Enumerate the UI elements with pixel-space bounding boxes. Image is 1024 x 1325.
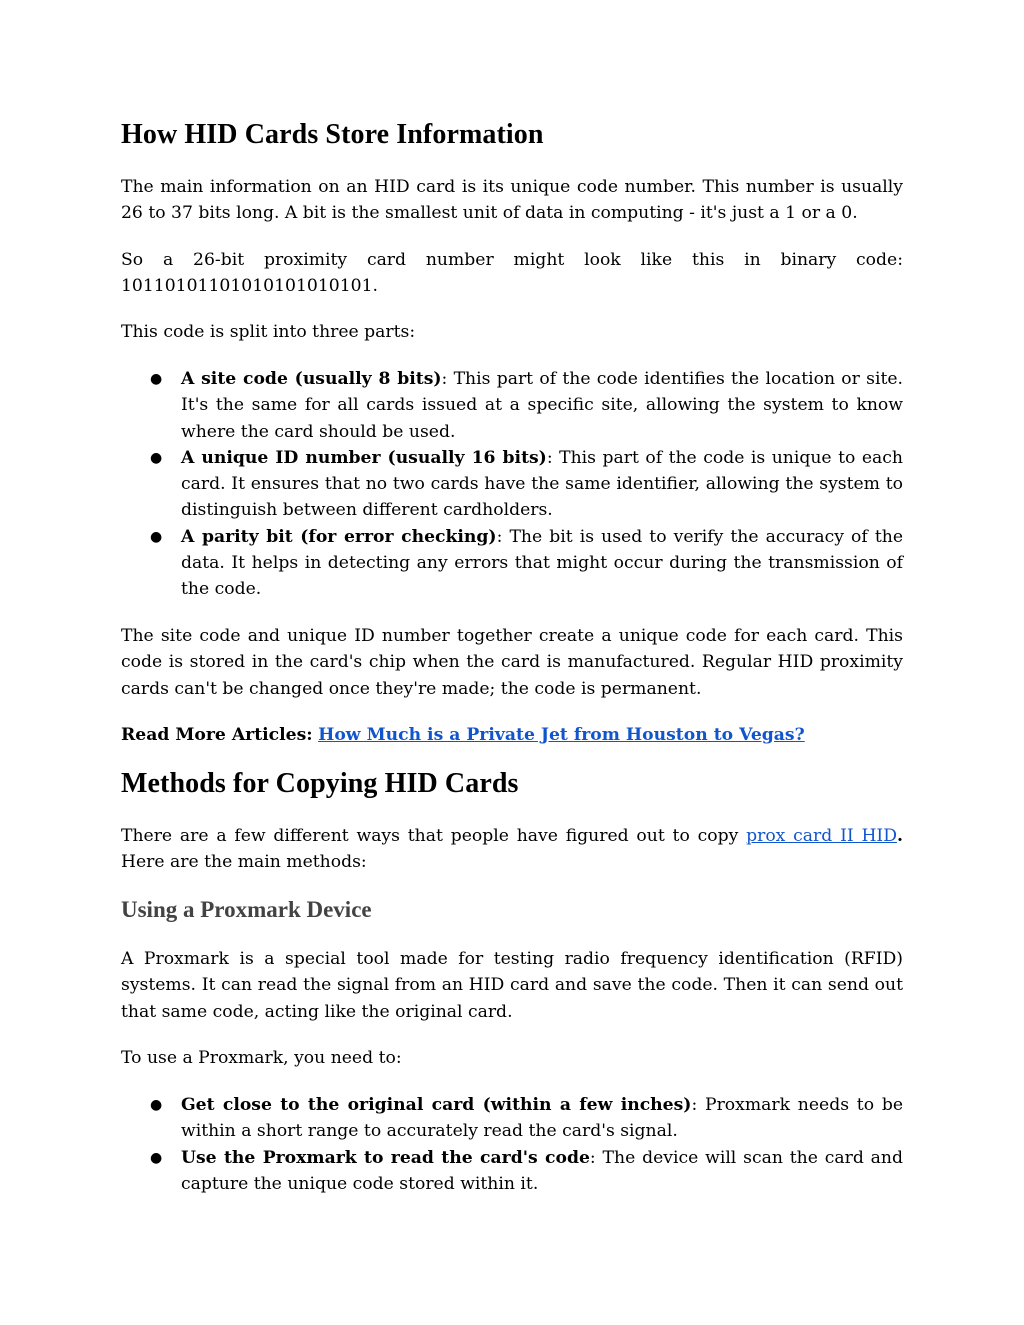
- paragraph-copy-methods-line1: [121, 823, 903, 849]
- paragraph-code-split: This code is split into three parts:: [121, 322, 416, 342]
- read-more-label: Read More Articles:: [121, 725, 313, 745]
- list-item-text: : This part of the code is unique to each card. It ensures that no two cards have the same identifier, allowing the system to distinguish between different cardholders.: [181, 447, 903, 521]
- list-item-text: : The bit is used to verify the accuracy of the data. It helps in detecting any errors that might occur during the transmission of the code.: [181, 526, 903, 600]
- bullet-icon: ●: [150, 1097, 163, 1113]
- paragraph-hid-code-number: The main information on an HID card is its unique code number. This number is usually 26 to 37 bits long. A bit is the smallest unit of data in computing - it's just a 1 or a 0.: [121, 177, 903, 224]
- list-item-bold: A unique ID number (usually 16 bits): [181, 447, 547, 468]
- prox-card-link[interactable]: prox card II HID: [746, 826, 898, 846]
- subheading-proxmark: Using a Proxmark Device: [121, 897, 372, 922]
- bullet-icon: ●: [150, 528, 163, 545]
- section-heading-hid-storage: How HID Cards Store Information: [121, 119, 544, 150]
- list-item-parity-bit: [121, 524, 903, 603]
- code-parts-list: [121, 366, 903, 603]
- paragraph-binary-example-text: So a 26-bit proximity card number might look like this in binary code:: [121, 250, 903, 270]
- bullet-icon: ●: [150, 449, 163, 466]
- list-item-text: : Proxmark needs to be within a short range to accurately read the card's signal.: [181, 1095, 904, 1142]
- paragraph-code-permanent: The site code and unique ID number together create a unique code for each card. This code is stored in the card's chip when the card is manufactured. Regular HID proximity cards can't be changed once they're made; the code is permanent.: [121, 626, 903, 699]
- copy-methods-period: .: [897, 826, 903, 846]
- binary-code-example: 10110101101010101010101.: [121, 276, 378, 296]
- copy-methods-text: There are a few different ways that people have figured out to copy: [121, 826, 747, 846]
- list-item-get-close: [121, 1092, 903, 1145]
- read-more-link[interactable]: How Much is a Private Jet from Houston to Vegas?: [318, 725, 805, 745]
- list-item-unique-id: [121, 445, 903, 524]
- paragraph-copy-methods-line2: Here are the main methods:: [121, 852, 367, 872]
- paragraph-proxmark-description: A Proxmark is a special tool made for testing radio frequency identification (RFID) systems. It can read the signal from an HID card and save the code. Then it can send out that same code, acting like the original card.: [121, 949, 903, 1022]
- list-item-bold: Use the Proxmark to read the card's code: [181, 1147, 590, 1168]
- bullet-icon: ●: [150, 371, 163, 387]
- list-item-bold: A parity bit (for error checking): [181, 526, 497, 547]
- section-heading-copying-methods: Methods for Copying HID Cards: [121, 768, 519, 799]
- paragraph-proxmark-steps-intro: To use a Proxmark, you need to:: [121, 1048, 402, 1068]
- list-item-text: : This part of the code identifies the location or site. It's the same for all cards issued at a specific site, allowing the system to know where the card should be used.: [181, 369, 903, 442]
- list-item-bold: A site code (usually 8 bits): [181, 369, 442, 389]
- read-more-line: [121, 722, 903, 748]
- proxmark-steps-list: [121, 1092, 903, 1197]
- list-item-read-code: [121, 1145, 903, 1198]
- list-item-site-code: [121, 366, 903, 445]
- bullet-icon: ●: [150, 1149, 163, 1166]
- list-item-text: : The device will scan the card and capture the unique code stored within it.: [181, 1147, 903, 1194]
- list-item-bold: Get close to the original card (within a few inches): [181, 1095, 692, 1115]
